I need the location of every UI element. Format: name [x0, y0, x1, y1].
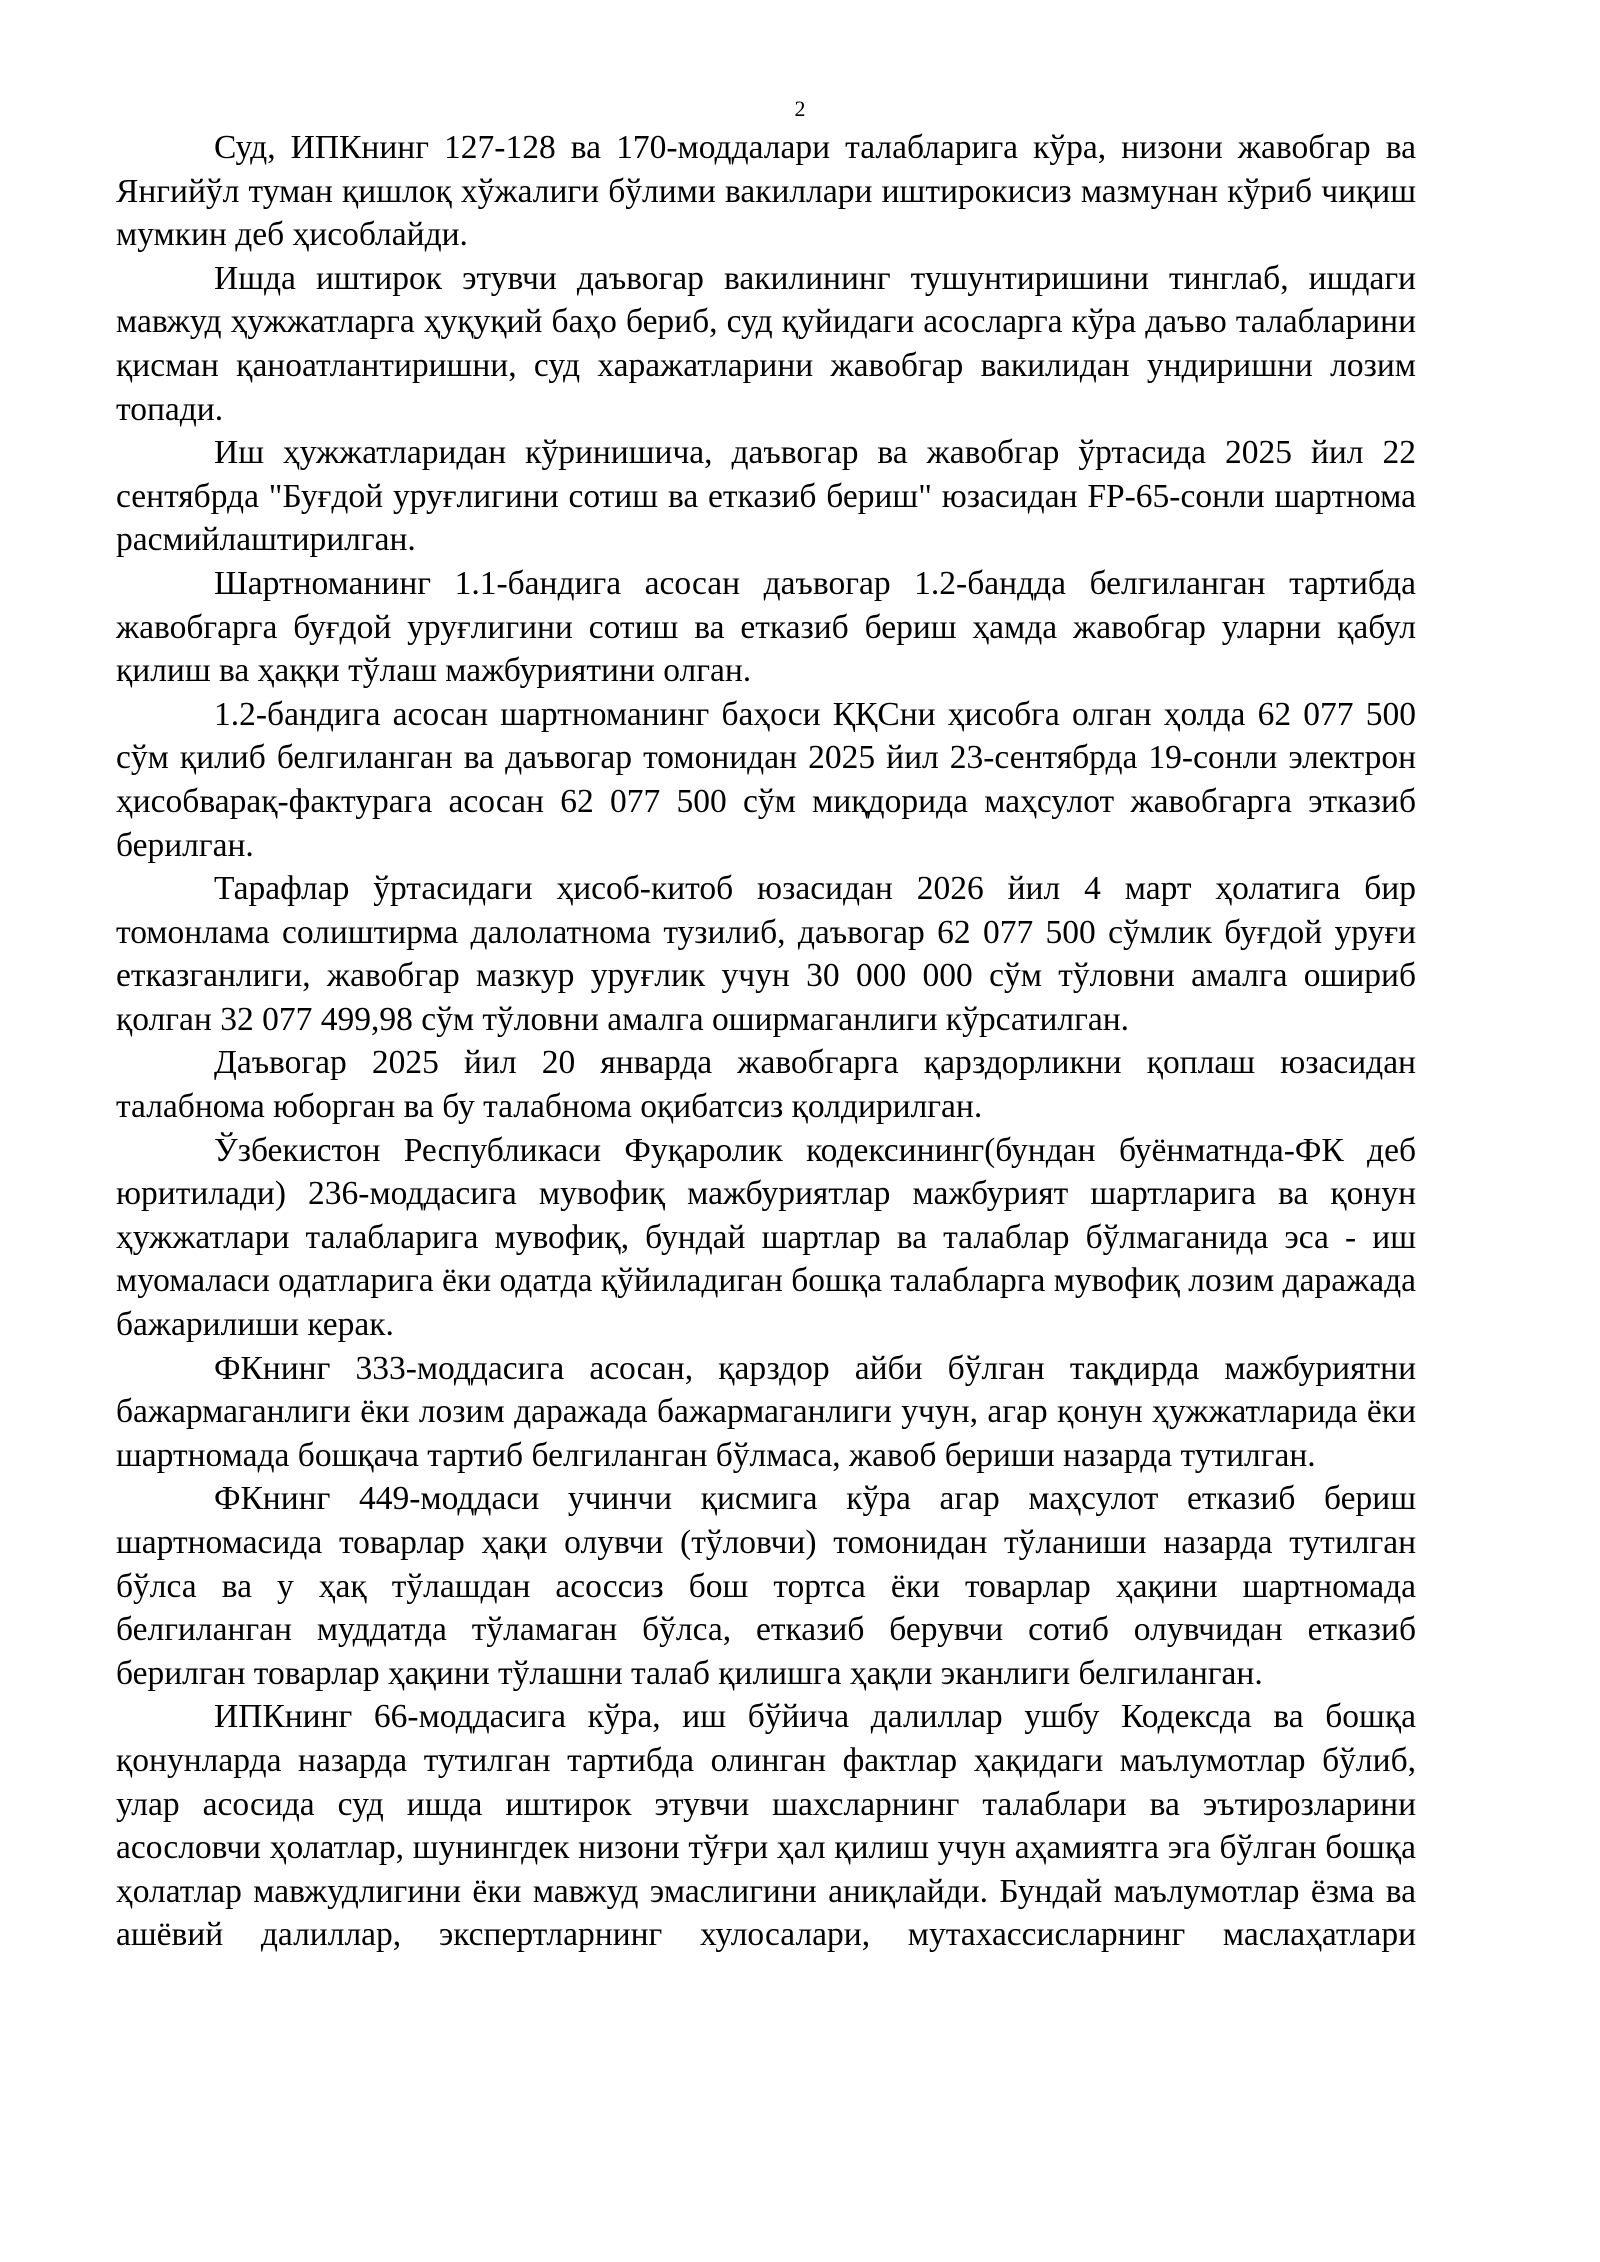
document-body [116, 126, 1416, 1957]
paragraph: ФКнинг 449-моддаси учинчи қисмига кўра агар маҳсулот етказиб бериш шартномасида товарлар ҳақи олувчи (тўловчи) томонидан тўланиши назарда тутилган бўлса ва у ҳақ тўлашдан асоссиз бош тортса ёки товарлар ҳақини шартномада белгиланган муддатда тўламаган бўлса, етказиб берувчи сотиб олувчидан етказиб берилган товарлар ҳақини тўлашни талаб қилишга ҳақли эканлиги белгиланган. [116, 1480, 1416, 1692]
paragraph: Суд, ИПКнинг 127-128 ва 170-моддалари талабларига кўра, низони жавобгар ва Янгийўл туман қишлоқ хўжалиги бўлими вакиллари иштирокисиз мазмунан кўриб чиқиш мумкин деб ҳисоблайди. [116, 129, 1416, 254]
paragraph: ФКнинг 333-моддасига асосан, қарздор айби бўлган тақдирда мажбуриятни бажармаганлиги ёки лозим даражада бажармаганлиги учун, агар қонун ҳужжатларида ёки шартномада бошқача тартиб белгиланган бўлмаса, жавоб бериши назарда тутилган. [116, 1349, 1416, 1474]
paragraph: Шартноманинг 1.1-бандига асосан даъвогар 1.2-бандда белгиланган тартибда жавобгарга буғдой уруғлигини сотиш ва етказиб бериш ҳамда жавобгар уларни қабул қилиш ва ҳаққи тўлаш мажбуриятини олган. [116, 564, 1416, 690]
paragraph: Даъвогар 2025 йил 20 январда жавобгарга қарздорликни қоплаш юзасидан талабнома юборган ва бу талабнома оқибатсиз қолдирилган. [116, 1044, 1416, 1126]
paragraph: Тарафлар ўртасидаги ҳисоб-китоб юзасидан 2026 йил 4 март ҳолатига бир томонлама солиштирма далолатнома тузилиб, даъвогар 62 077 500 сўмлик буғдой уруғи етказганлиги, жавобгар мазкур уруғлик учун 30 000 000 сўм тўловни амалга ошириб қолган 32 077 499,98 сўм тўловни амалга оширмаганлиги кўрсатилган. [116, 870, 1416, 1038]
paragraph: 1.2-бандига асосан шартноманинг баҳоси ҚҚСни ҳисобга олган ҳолда 62 077 500 сўм қилиб белгиланган ва даъвогар томонидан 2025 йил 23-сентябрда 19-сонли электрон ҳисобварақ-фактурага асосан 62 077 500 сўм миқдорида маҳсулот жавобгарга этказиб берилган. [116, 695, 1416, 864]
paragraph: Ишда иштирок этувчи даъвогар вакилининг тушунтиришини тинглаб, ишдаги мавжуд ҳужжатларга ҳуқуқий баҳо бериб, суд қуйидаги асосларга кўра даъво талабларини қисман қаноатлантиришни, суд харажатларини жавобгар вакилидан ундиришни лозим топади. [116, 259, 1416, 428]
paragraph: Иш ҳужжатларидан кўринишича, даъвогар ва жавобгар ўртасида 2025 йил 22 сентябрда "Буғдой уруғлигини сотиш ва етказиб бериш" юзасидан FP-65-сонли шартнома расмийлаштирилган. [116, 434, 1416, 559]
paragraph: ИПКнинг 66-моддасига кўра, иш бўйича далиллар ушбу Кодексда ва бошқа қонунларда назарда тутилган тартибда олинган фактлар ҳақидаги маълумотлар бўлиб, улар асосида суд ишда иштирок этувчи шахсларнинг талаблари ва эътирозларини асословчи ҳолатлар, шунингдек низони тўғри ҳал қилиш учун аҳамиятга эга бўлган бошқа ҳолатлар мавжудлигини ёки мавжуд эмаслигини аниқлайди. Бундай маълумотлар ёзма ва ашёвий далиллар, экспертларнинг хулосалари, мутахассисларнинг маслаҳатлари [116, 1698, 1416, 1954]
page-number: 2 [794, 96, 806, 121]
paragraph: Ўзбекистон Республикаси Фуқаролик кодексининг(бундан буёнматнда-ФК деб юритилади) 236-моддасига мувофиқ мажбуриятлар мажбурият шартларига ва қонун ҳужжатлари талабларига мувофиқ, бундай шартлар ва талаблар бўлмаганида эса - иш муомаласи одатларига ёки одатда қўйиладиган бошқа талабларга мувофиқ лозим даражада бажарилиши керак. [116, 1131, 1416, 1344]
